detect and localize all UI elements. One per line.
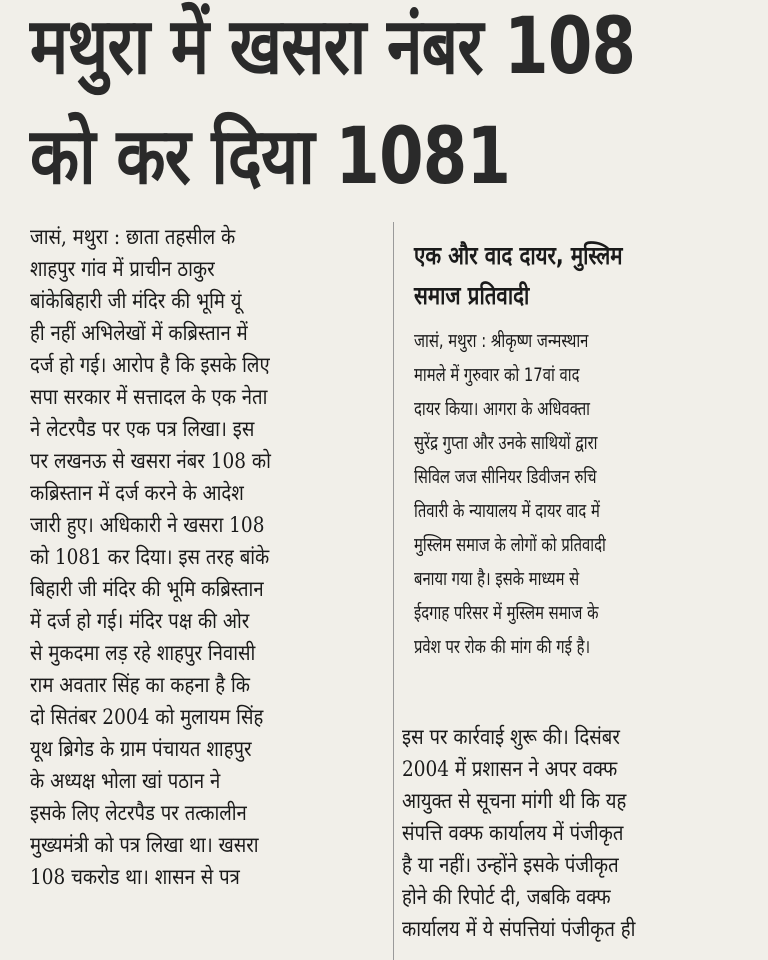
main-article-continued — [402, 722, 760, 960]
body-line: यूथ ब्रिगेड के ग्राम पंचायत शाहपुर — [30, 737, 252, 762]
body-line: ने लेटरपैड पर एक पत्र लिखा। इस — [30, 417, 255, 442]
body-line: दो सितंबर 2004 को मुलायम सिंह — [30, 705, 264, 730]
sub-article-body — [414, 324, 754, 684]
body-line: दर्ज हो गई। आरोप है कि इसके लिए — [30, 353, 270, 378]
sub-body-line: प्रवेश पर रोक की मांग की गई है। — [414, 636, 591, 658]
body-line: सपा सरकार में सत्तादल के एक नेता — [30, 385, 268, 410]
headline-line-2: को कर दिया 1081 — [30, 112, 511, 202]
column-divider — [393, 222, 394, 960]
body-line: के अध्यक्ष भोला खां पठान ने — [30, 769, 221, 794]
sub-article-headline — [414, 236, 754, 316]
body-line: से मुकदमा लड़ रहे शाहपुर निवासी — [30, 641, 256, 666]
body-line: मुख्यमंत्री को पत्र लिखा था। खसरा — [30, 833, 259, 858]
body-line: जारी हुए। अधिकारी ने खसरा 108 — [30, 513, 265, 538]
body-line: बांकेबिहारी जी मंदिर की भूमि यूं — [30, 289, 242, 314]
body-line: है या नहीं। उन्होंने इसके पंजीकृत — [402, 853, 619, 878]
body-line: संपत्ति वक्फ कार्यालय में पंजीकृत — [402, 821, 624, 846]
body-line: आयुक्त से सूचना मांगी थी कि यह — [402, 789, 627, 814]
sub-headline-line: समाज प्रतिवादी — [414, 281, 530, 310]
sub-body-line: दायर किया। आगरा के अधिवक्ता — [414, 398, 590, 420]
sub-body-line: सिविल जज सीनियर डिवीजन रुचि — [414, 466, 597, 488]
body-line: शाहपुर गांव में प्राचीन ठाकुर — [30, 257, 215, 282]
body-line: बिहारी जी मंदिर की भूमि कब्रिस्तान — [30, 577, 264, 602]
body-line: इस पर कार्रवाई शुरू की। दिसंबर — [402, 725, 620, 750]
body-line: कब्रिस्तान में दर्ज करने के आदेश — [30, 481, 244, 506]
sub-body-line: ईदगाह परिसर में मुस्लिम समाज के — [414, 602, 599, 624]
body-line: पर लखनऊ से खसरा नंबर 108 को — [30, 449, 271, 474]
sub-body-line: सुरेंद्र गुप्ता और उनके साथियों द्वारा — [414, 432, 598, 454]
sub-headline-line: एक और वाद दायर, मुस्लिम — [414, 241, 623, 270]
body-line: कार्यालय में ये संपत्तियां पंजीकृत ही — [402, 917, 636, 942]
body-line: में दर्ज हो गई। मंदिर पक्ष की ओर — [30, 609, 250, 634]
main-article-body — [30, 222, 382, 960]
body-line: जासं, मथुरा : छाता तहसील के — [30, 225, 236, 250]
sub-body-line: जासं, मथुरा : श्रीकृष्ण जन्मस्थान — [414, 330, 589, 352]
body-line: इसके लिए लेटरपैड पर तत्कालीन — [30, 801, 247, 826]
sub-body-line: मुस्लिम समाज के लोगों को प्रतिवादी — [414, 534, 606, 556]
body-line: ही नहीं अभिलेखों में कब्रिस्तान में — [30, 321, 248, 346]
headline — [30, 2, 760, 228]
sub-body-line: तिवारी के न्यायालय में दायर वाद में — [414, 500, 600, 522]
body-line: राम अवतार सिंह का कहना है कि — [30, 673, 250, 698]
sub-body-line: बनाया गया है। इसके माध्यम से — [414, 568, 580, 590]
body-line: 108 चकरोड था। शासन से पत्र — [30, 865, 240, 890]
headline-line-1: मथुरा में खसरा नंबर 108 — [30, 2, 636, 92]
sub-body-line: मामले में गुरुवार को 17वां वाद — [414, 364, 580, 386]
body-line: होने की रिपोर्ट दी, जबकि वक्फ — [402, 885, 611, 910]
body-line: 2004 में प्रशासन ने अपर वक्फ — [402, 757, 618, 782]
body-line: को 1081 कर दिया। इस तरह बांके — [30, 545, 270, 570]
